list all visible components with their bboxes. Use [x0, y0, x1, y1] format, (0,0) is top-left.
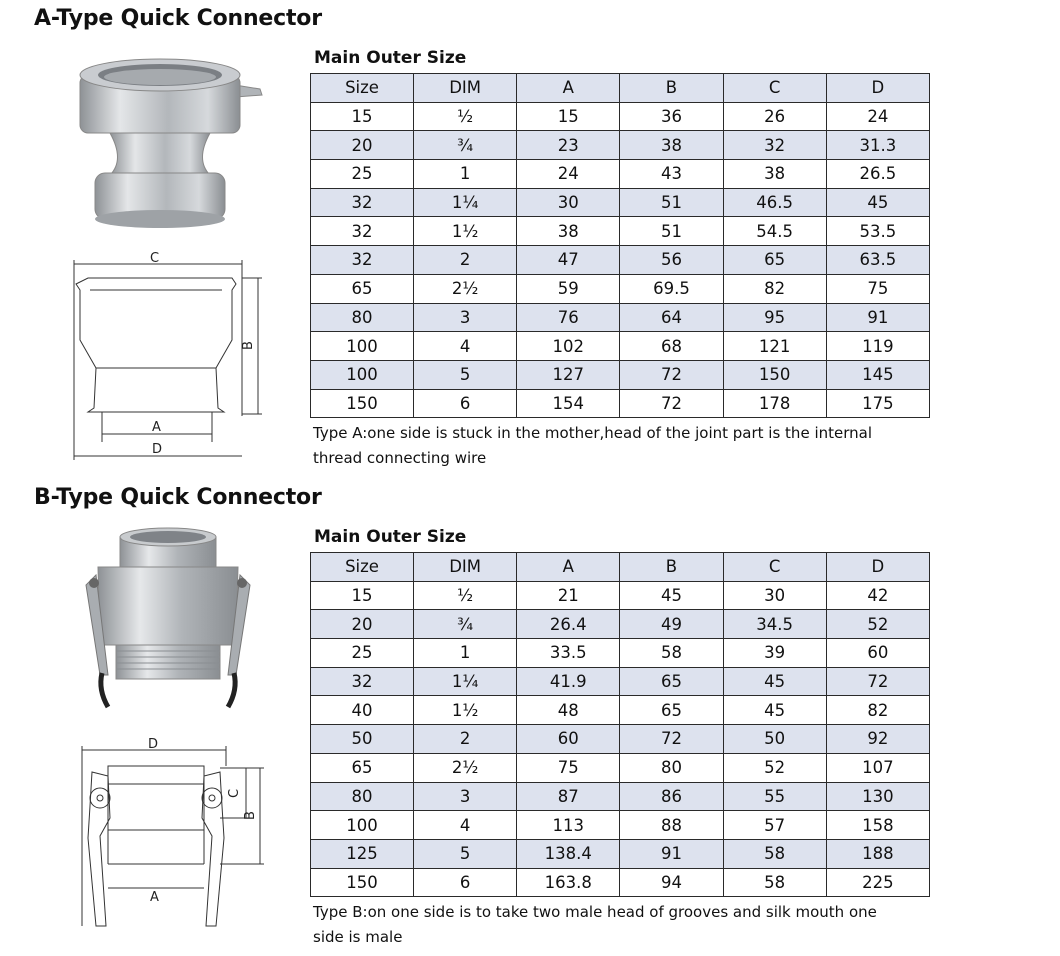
- a-type-dimension-drawing: [66, 248, 266, 466]
- table-row: [311, 868, 930, 897]
- table-row: [311, 102, 930, 131]
- table-row: [311, 360, 930, 389]
- a-drawing-label-a: A: [152, 420, 161, 435]
- table-cell: 5: [414, 839, 517, 868]
- table-cell: 26: [723, 102, 826, 131]
- table-cell: 45: [723, 667, 826, 696]
- table-cell: 100: [311, 332, 414, 361]
- table-cell: 65: [723, 246, 826, 275]
- table-row: [311, 811, 930, 840]
- table-cell: 50: [723, 725, 826, 754]
- note-line: Type A:one side is stuck in the mother,head of the joint part is the internal: [313, 424, 872, 442]
- table-cell: 38: [723, 160, 826, 189]
- table-cell: 5: [414, 360, 517, 389]
- table-cell: 69.5: [620, 274, 723, 303]
- table-cell: 59: [517, 274, 620, 303]
- table-cell: 1½: [414, 696, 517, 725]
- table-row: [311, 639, 930, 668]
- table-cell: 72: [620, 360, 723, 389]
- table-cell: 36: [620, 102, 723, 131]
- table-row: [311, 332, 930, 361]
- table-cell: 76: [517, 303, 620, 332]
- table-cell: 130: [826, 782, 929, 811]
- table-cell: 87: [517, 782, 620, 811]
- table-cell: 188: [826, 839, 929, 868]
- table-cell: 225: [826, 868, 929, 897]
- table-cell: 80: [311, 303, 414, 332]
- table-cell: 138.4: [517, 839, 620, 868]
- table-cell: 65: [620, 696, 723, 725]
- table-cell: 32: [723, 131, 826, 160]
- table-row: [311, 667, 930, 696]
- table-cell: 119: [826, 332, 929, 361]
- column-header: B: [620, 74, 723, 103]
- table-row: [311, 389, 930, 418]
- table-row: [311, 581, 930, 610]
- table-cell: 42: [826, 581, 929, 610]
- b-drawing-label-b: B: [243, 811, 258, 820]
- table-cell: 107: [826, 753, 929, 782]
- a-type-title: A-Type Quick Connector: [34, 6, 322, 31]
- a-table-caption: Main Outer Size: [314, 48, 467, 68]
- table-cell: 125: [311, 839, 414, 868]
- table-cell: 52: [826, 610, 929, 639]
- table-cell: 24: [517, 160, 620, 189]
- table-cell: 3: [414, 782, 517, 811]
- column-header: Size: [311, 74, 414, 103]
- b-table-caption: Main Outer Size: [314, 527, 467, 547]
- table-cell: 91: [620, 839, 723, 868]
- table-cell: 86: [620, 782, 723, 811]
- table-cell: 4: [414, 811, 517, 840]
- table-cell: 145: [826, 360, 929, 389]
- table-cell: 45: [620, 581, 723, 610]
- table-cell: 54.5: [723, 217, 826, 246]
- table-cell: 57: [723, 811, 826, 840]
- note-line: Type B:on one side is to take two male head of grooves and silk mouth one: [313, 903, 877, 921]
- table-cell: 65: [311, 753, 414, 782]
- table-cell: 1: [414, 639, 517, 668]
- table-row: [311, 160, 930, 189]
- table-cell: 3: [414, 303, 517, 332]
- table-cell: 32: [311, 188, 414, 217]
- table-cell: 38: [620, 131, 723, 160]
- table-cell: 60: [826, 639, 929, 668]
- table-cell: 88: [620, 811, 723, 840]
- table-cell: 52: [723, 753, 826, 782]
- table-cell: 150: [723, 360, 826, 389]
- table-cell: 75: [517, 753, 620, 782]
- table-cell: 2½: [414, 274, 517, 303]
- table-row: [311, 131, 930, 160]
- table-cell: 1¼: [414, 188, 517, 217]
- table-cell: 31.3: [826, 131, 929, 160]
- table-cell: 82: [723, 274, 826, 303]
- table-cell: 32: [311, 217, 414, 246]
- column-header: Size: [311, 553, 414, 582]
- table-cell: 34.5: [723, 610, 826, 639]
- column-header: C: [723, 553, 826, 582]
- b-drawing-label-c: C: [227, 788, 242, 798]
- table-cell: 72: [620, 389, 723, 418]
- table-row: [311, 274, 930, 303]
- table-cell: 51: [620, 217, 723, 246]
- b-type-title: B-Type Quick Connector: [34, 485, 322, 510]
- column-header: A: [517, 553, 620, 582]
- table-cell: 4: [414, 332, 517, 361]
- table-cell: 25: [311, 160, 414, 189]
- b-drawing-label-a: A: [150, 890, 159, 905]
- table-cell: 58: [723, 868, 826, 897]
- column-header: DIM: [414, 74, 517, 103]
- table-cell: 2: [414, 725, 517, 754]
- table-cell: 175: [826, 389, 929, 418]
- table-cell: 38: [517, 217, 620, 246]
- table-cell: 91: [826, 303, 929, 332]
- table-cell: 56: [620, 246, 723, 275]
- table-cell: ¾: [414, 131, 517, 160]
- table-cell: 26.5: [826, 160, 929, 189]
- table-cell: 72: [620, 725, 723, 754]
- table-row: [311, 782, 930, 811]
- table-row: [311, 188, 930, 217]
- table-cell: 47: [517, 246, 620, 275]
- table-row: [311, 753, 930, 782]
- table-cell: 15: [517, 102, 620, 131]
- column-header: A: [517, 74, 620, 103]
- table-cell: 51: [620, 188, 723, 217]
- table-cell: 1½: [414, 217, 517, 246]
- table-row: [311, 839, 930, 868]
- table-cell: 65: [311, 274, 414, 303]
- table-cell: 41.9: [517, 667, 620, 696]
- b-type-dimension-drawing: [70, 736, 270, 934]
- table-cell: 102: [517, 332, 620, 361]
- a-type-note: [313, 421, 933, 471]
- table-cell: ½: [414, 581, 517, 610]
- table-cell: 60: [517, 725, 620, 754]
- table-cell: ¾: [414, 610, 517, 639]
- table-cell: 30: [517, 188, 620, 217]
- table-cell: ½: [414, 102, 517, 131]
- table-row: [311, 303, 930, 332]
- table-cell: 45: [723, 696, 826, 725]
- a-type-size-table: [310, 73, 930, 418]
- table-cell: 100: [311, 360, 414, 389]
- table-cell: 49: [620, 610, 723, 639]
- table-cell: 58: [723, 839, 826, 868]
- table-cell: 24: [826, 102, 929, 131]
- table-row: [311, 696, 930, 725]
- table-cell: 127: [517, 360, 620, 389]
- table-cell: 50: [311, 725, 414, 754]
- table-cell: 6: [414, 868, 517, 897]
- table-cell: 32: [311, 667, 414, 696]
- table-cell: 150: [311, 868, 414, 897]
- table-cell: 113: [517, 811, 620, 840]
- table-cell: 21: [517, 581, 620, 610]
- table-row: [311, 217, 930, 246]
- table-cell: 32: [311, 246, 414, 275]
- a-type-connector-photo: [70, 55, 270, 240]
- table-cell: 95: [723, 303, 826, 332]
- table-cell: 68: [620, 332, 723, 361]
- table-cell: 75: [826, 274, 929, 303]
- b-drawing-label-d: D: [148, 737, 159, 752]
- table-row: [311, 725, 930, 754]
- table-cell: 92: [826, 725, 929, 754]
- table-cell: 80: [311, 782, 414, 811]
- table-cell: 154: [517, 389, 620, 418]
- table-cell: 1: [414, 160, 517, 189]
- note-line: side is male: [313, 928, 403, 946]
- table-cell: 1¼: [414, 667, 517, 696]
- column-header: DIM: [414, 553, 517, 582]
- table-cell: 25: [311, 639, 414, 668]
- b-type-connector-photo: [78, 525, 258, 715]
- table-cell: 72: [826, 667, 929, 696]
- b-type-size-table: [310, 552, 930, 897]
- table-cell: 100: [311, 811, 414, 840]
- table-cell: 15: [311, 581, 414, 610]
- a-drawing-label-d: D: [152, 442, 163, 457]
- table-cell: 65: [620, 667, 723, 696]
- a-drawing-label-c: C: [150, 251, 160, 266]
- note-line: thread connecting wire: [313, 449, 487, 467]
- table-cell: 63.5: [826, 246, 929, 275]
- table-cell: 23: [517, 131, 620, 160]
- b-type-note: [313, 900, 933, 950]
- table-cell: 53.5: [826, 217, 929, 246]
- table-cell: 121: [723, 332, 826, 361]
- table-cell: 64: [620, 303, 723, 332]
- table-cell: 45: [826, 188, 929, 217]
- table-cell: 158: [826, 811, 929, 840]
- table-cell: 2: [414, 246, 517, 275]
- column-header: D: [826, 74, 929, 103]
- table-cell: 39: [723, 639, 826, 668]
- table-cell: 30: [723, 581, 826, 610]
- table-cell: 82: [826, 696, 929, 725]
- table-cell: 46.5: [723, 188, 826, 217]
- table-row: [311, 610, 930, 639]
- table-cell: 58: [620, 639, 723, 668]
- table-header-row: [311, 74, 930, 103]
- table-cell: 80: [620, 753, 723, 782]
- table-cell: 43: [620, 160, 723, 189]
- table-cell: 40: [311, 696, 414, 725]
- table-cell: 178: [723, 389, 826, 418]
- table-cell: 2½: [414, 753, 517, 782]
- table-cell: 150: [311, 389, 414, 418]
- table-cell: 20: [311, 610, 414, 639]
- table-cell: 163.8: [517, 868, 620, 897]
- table-cell: 20: [311, 131, 414, 160]
- table-cell: 94: [620, 868, 723, 897]
- table-header-row: [311, 553, 930, 582]
- table-cell: 26.4: [517, 610, 620, 639]
- table-cell: 33.5: [517, 639, 620, 668]
- column-header: D: [826, 553, 929, 582]
- table-row: [311, 246, 930, 275]
- column-header: C: [723, 74, 826, 103]
- column-header: B: [620, 553, 723, 582]
- table-cell: 6: [414, 389, 517, 418]
- table-cell: 48: [517, 696, 620, 725]
- a-drawing-label-b: B: [241, 341, 256, 350]
- table-cell: 55: [723, 782, 826, 811]
- table-cell: 15: [311, 102, 414, 131]
